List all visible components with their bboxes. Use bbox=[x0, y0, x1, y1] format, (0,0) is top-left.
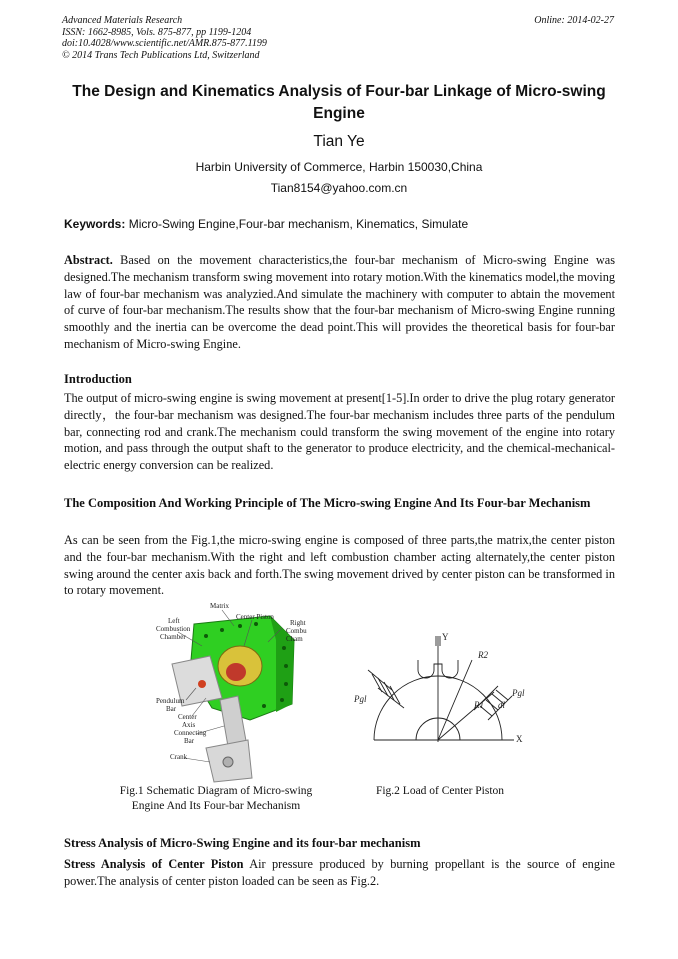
label-axis-1: Center bbox=[178, 713, 197, 721]
label-matrix: Matrix bbox=[210, 602, 230, 610]
figure-1-engine-diagram bbox=[152, 602, 312, 784]
label-left-chamber-2: Combustion bbox=[156, 625, 191, 633]
abstract-text: Based on the movement characteristics,the four-bar mechanism of Micro-swing Engine was designed.The mechanism transform swing movement into rotary motion.With the kinematics model,the moving law of four-bar mechanism was analyzied.And simulate the machinery with computer to abtain the movement of curve of four-bar mechanism.The results show that the four-bar mechanism of Micro-swing Engine running smoothly and the inertia can be overcome the dead point.This will provides the theoretical basis for four-bar mechanism of Micro-swing Engine. bbox=[64, 253, 615, 351]
label-right-chamber-1: Right bbox=[290, 619, 306, 627]
running-header bbox=[62, 15, 422, 61]
load-diagram-drawing bbox=[348, 630, 528, 750]
label-dl: dl bbox=[498, 700, 506, 710]
label-axis-2: Axis bbox=[182, 721, 196, 729]
label-y-axis: Y bbox=[442, 632, 449, 642]
journal-name: Advanced Materials Research bbox=[62, 15, 183, 26]
label-left-chamber-1: Left bbox=[168, 617, 180, 625]
label-crank: Crank bbox=[170, 753, 188, 761]
label-center-piston: Center Piston bbox=[236, 613, 274, 621]
figure-2-caption: Fig.2 Load of Center Piston bbox=[375, 785, 505, 797]
label-rod-1: Connecting bbox=[174, 729, 207, 737]
doi: doi:10.4028/www.scientific.net/AMR.875-877.1199 bbox=[62, 38, 267, 49]
label-pendulum-2: Bar bbox=[166, 705, 177, 713]
abstract bbox=[64, 252, 615, 353]
label-pendulum-1: Pendulum bbox=[156, 697, 185, 705]
label-r2: R2 bbox=[478, 650, 488, 660]
piston-core bbox=[226, 663, 246, 681]
left-load-line bbox=[368, 670, 392, 690]
pendulum-pin bbox=[198, 680, 206, 688]
radius-r1 bbox=[438, 692, 494, 740]
stress-paragraph bbox=[64, 856, 615, 890]
abstract-label: Abstract. bbox=[64, 253, 113, 267]
label-rod-2: Bar bbox=[184, 737, 195, 745]
label-r1: R1 bbox=[474, 700, 484, 710]
keywords bbox=[64, 217, 616, 231]
online-date: Online: 2014-02-27 bbox=[534, 15, 614, 26]
stress-heading: Stress Analysis of Micro-Swing Engine and its four-bar mechanism bbox=[64, 836, 421, 850]
keywords-label: Keywords: bbox=[64, 217, 126, 231]
affiliation: Harbin University of Commerce, Harbin 150030,China bbox=[195, 160, 483, 174]
issn: ISSN: 1662-8985, Vols. 875-877, pp 1199-1204 bbox=[62, 26, 252, 38]
label-right-chamber-2: Combu bbox=[286, 627, 307, 635]
paper-title: The Design and Kinematics Analysis of Four-bar Linkage of Micro-swing Engine bbox=[72, 83, 606, 122]
label-right-chamber-3: Cham bbox=[286, 635, 303, 643]
author: Tian Ye bbox=[313, 133, 365, 150]
label-pressure-left: Pgl bbox=[354, 694, 367, 704]
label-x-axis: X bbox=[516, 734, 523, 744]
stress-sub-text: Air pressure produced by burning propellant is the source of engine power.The analysis of center piston loaded can be seen as Fig.2. bbox=[64, 857, 615, 888]
radius-r2 bbox=[438, 660, 472, 740]
crank-axle bbox=[223, 757, 233, 767]
keywords-text: Micro-Swing Engine,Four-bar mechanism, Kinematics, Simulate bbox=[125, 217, 469, 231]
composition-text: As can be seen from the Fig.1,the micro-swing engine is composed of three parts,the matrix,the center piston and the four-bar mechanism.With the right and left combustion chamber acting alternately,the center piston swing around the center axis back and forth.The swing movement drived by center piston can be transformed in to rotary movement. bbox=[64, 533, 615, 598]
label-pressure-right: Pgl bbox=[512, 688, 525, 698]
introduction-text: The output of micro-swing engine is swing movement at present[1-5].In order to drive the plug rotary generator directly，the four-bar mechanism was designed.The four-bar mechanism includes three parts of the pendulum bar, connecting rod and crank.The mechanism could transform the swing movement of the engine into rotary motion, and pass through the output shaft to the generator to produce electricity, and the chemical-mechanical-electric energy conversion can be realized. bbox=[64, 391, 615, 473]
label-left-chamber-3: Chamber bbox=[160, 633, 186, 641]
email: Tian8154@yahoo.com.cn bbox=[270, 181, 408, 195]
copyright: © 2014 Trans Tech Publications Ltd, Switzerland bbox=[62, 49, 260, 61]
figure-1-caption: Fig.1 Schematic Diagram of Micro-swing Engine And Its Four-bar Mechanism bbox=[119, 785, 313, 812]
introduction-heading: Introduction bbox=[64, 372, 132, 386]
composition-heading: The Composition And Working Principle of The Micro-swing Engine And Its Four-bar Mechanism bbox=[64, 496, 591, 510]
figure-2-load-diagram bbox=[348, 630, 528, 750]
stress-sub-label: Stress Analysis of Center Piston bbox=[64, 857, 244, 871]
